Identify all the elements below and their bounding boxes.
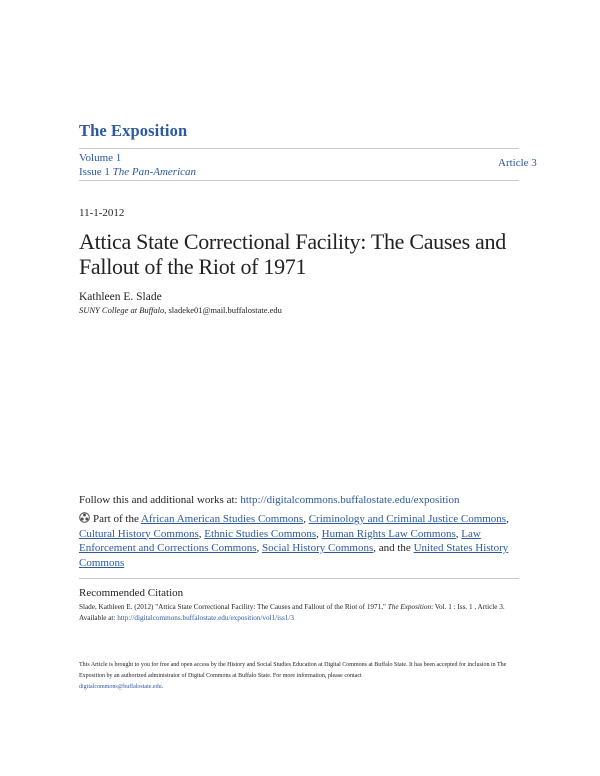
follow-prefix: Follow this and additional works at: [79, 494, 241, 506]
discipline-link[interactable]: Criminology and Criminal Justice Commons [308, 513, 507, 525]
partof-prefix: Part of the [93, 513, 141, 525]
discipline-link[interactable]: United States History Commons [79, 542, 509, 569]
article-title: Attica State Correctional Facility: The Causes and Fallout of the Riot of 1971 [79, 229, 506, 279]
volume-link[interactable]: Volume 1 [79, 152, 122, 164]
discipline-link[interactable]: Social History Commons [262, 542, 374, 554]
volume-issue [79, 151, 196, 179]
network-icon [79, 512, 90, 523]
access-footer [79, 660, 524, 693]
issue-name-link[interactable]: The Pan-American [112, 166, 197, 178]
citation-body: Slade, Kathleen E. (2012) "Attica State Correctional Facility: The Causes and Fallout of the Riot of 1971," [79, 603, 388, 611]
follow-link[interactable]: http://digitalcommons.buffalostate.edu/exposition [240, 494, 460, 506]
separator: , [455, 527, 462, 540]
discipline-link[interactable]: Cultural History Commons [79, 527, 199, 540]
separator: , [198, 527, 205, 540]
publication-date: 11-1-2012 [79, 207, 125, 219]
citation-volume: : Vol. 1 : Iss. 1 , Article 3. [431, 603, 505, 611]
discipline-link[interactable]: Human Rights Law Commons [321, 527, 456, 540]
available-prefix: Available at: [79, 613, 118, 622]
separator: , [256, 542, 262, 554]
footer-text: This Article is brought to you for free and open access by the History and Social Studies Education at Digital Commons at Buffalo State. It has been accepted for inclusion in The Exposition by an authorized administrator of Digital Commons at Buffalo State. For more information, please contact [79, 662, 507, 679]
separator: , [506, 513, 509, 525]
follow-line [79, 494, 460, 506]
discipline-link[interactable]: Law Enforcement and Corrections Commons [79, 527, 481, 554]
citation-url-link[interactable]: http://digitalcommons.buffalostate.edu/exposition/vol1/iss1/3 [117, 613, 294, 622]
affiliation-name: SUNY College at Buffalo [79, 305, 165, 315]
recommended-citation-heading: Recommended Citation [79, 587, 184, 599]
part-of-disciplines [79, 512, 519, 570]
article-number[interactable]: Article 3 [498, 157, 537, 169]
journal-title[interactable]: The Exposition [79, 121, 188, 140]
discipline-link[interactable]: African American Studies Commons [140, 513, 304, 525]
citation-text [79, 602, 524, 623]
author-name: Kathleen E. Slade [79, 291, 162, 303]
citation-rule [79, 578, 519, 579]
separator: , [316, 527, 322, 540]
discipline-link[interactable]: Ethnic Studies Commons [204, 527, 317, 540]
citation-journal: The Exposition [387, 603, 432, 611]
contact-email-link[interactable]: digitalcommons@buffalostate.edu [79, 684, 162, 690]
issue-link[interactable]: Issue 1 [79, 166, 110, 178]
header-rule-top [79, 148, 519, 149]
header-rule-bottom [79, 180, 519, 181]
author-email: , sladeke01@mail.buffalostate.edu [164, 305, 282, 315]
separator: , [303, 513, 309, 525]
author-affiliation [79, 305, 282, 315]
separator: , and the [373, 542, 414, 554]
footer-end: . [161, 684, 164, 690]
